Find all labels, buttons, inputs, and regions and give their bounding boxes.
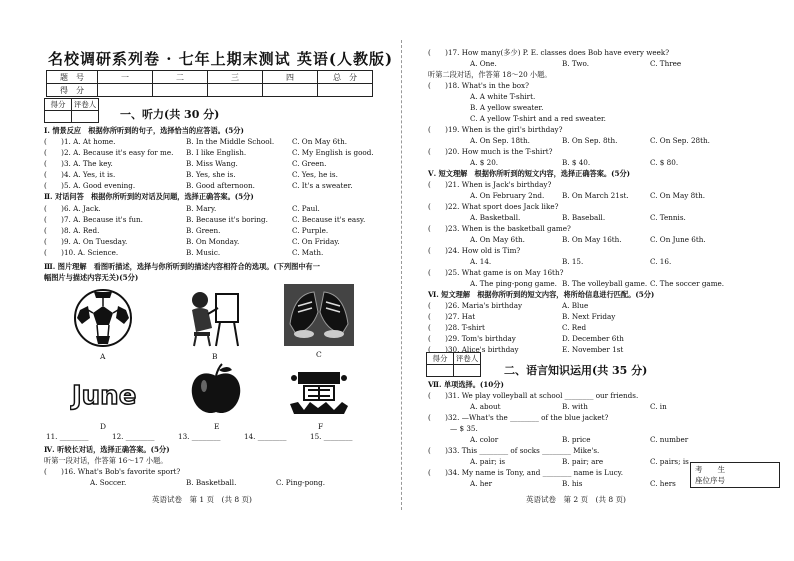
option-c: C. On June 6th.: [650, 235, 706, 244]
grader-name-cell[interactable]: [72, 111, 99, 123]
question-31: ( )31. We play volleyball at school ________ our friends.: [428, 391, 639, 400]
may-lettering-image: [284, 368, 354, 418]
option-a: A. her: [470, 479, 493, 488]
option-a: A. color: [470, 435, 499, 444]
option-c: C. The soccer game.: [650, 279, 725, 288]
question-16: ( )16. What's Bob's favorite sport?: [44, 467, 181, 476]
score-table-header: 三: [208, 71, 263, 84]
option-b: B. On March 21st.: [562, 191, 629, 200]
option-c: C. number: [650, 435, 689, 444]
q16-option-c: C. Ping-pong.: [276, 478, 326, 487]
seat-label-1: 考 生: [695, 465, 725, 474]
section3-title-cont: 幅图片与描述内容无关)(5分): [44, 273, 139, 282]
question-17: ( )17. How many(多少) P. E. classes does Bob have every week?: [428, 48, 670, 57]
section1-title: Ⅰ. 情景反应 根据你所听到的句子，选择恰当的应答语。(5分): [44, 126, 244, 135]
question-option-a: ( )7. A. Because it's fun.: [44, 215, 143, 224]
page-divider: [401, 40, 402, 510]
question-34: ( )34. My name is Tony, and ________ name is Lucy.: [428, 468, 623, 477]
score-cell[interactable]: [208, 84, 263, 97]
question-option-b: B. I like English.: [186, 148, 247, 157]
score-table-header: 题 号: [47, 71, 98, 84]
question-option-a: ( )8. A. Red.: [44, 226, 100, 235]
match-item: ( )26. Maria's birthday: [428, 301, 523, 310]
exam-title: 名校调研系列卷 · 七年上期末测试 英语(人教版): [48, 50, 394, 68]
grader-score-cell[interactable]: [427, 365, 454, 377]
question-20: ( )20. How much is the T-shirt?: [428, 147, 553, 156]
question-33: ( )33. This ________ of socks ________ Mike's.: [428, 446, 600, 455]
match-answer: D. December 6th: [562, 334, 624, 343]
footer-left: 英语试卷 第 1 页 (共 8 页): [152, 495, 252, 504]
june-image: [70, 374, 140, 414]
seat-label-2: 座位序号: [695, 476, 725, 485]
option-b: B. On Sep. 8th.: [562, 136, 618, 145]
match-answer: A. Blue: [562, 301, 589, 310]
option-b: B. Baseball.: [562, 213, 606, 222]
question-option-c: C. Because it's easy.: [292, 215, 366, 224]
question-23: ( )23. When is the basketball game?: [428, 224, 571, 233]
june-text: June: [72, 381, 137, 411]
question-option-a: ( )1. A. At home.: [44, 137, 116, 146]
option-c: C. $ 80.: [650, 158, 679, 167]
question-option-c: C. Math.: [292, 248, 324, 257]
option-c: C. Tennis.: [650, 213, 686, 222]
option-b: B. $ 40.: [562, 158, 591, 167]
section5-title: Ⅴ. 短文理解 根据你所听到的短文内容，选择正确答案。(5分): [428, 169, 631, 178]
option-a: A. pair; is: [470, 457, 506, 466]
section6-title: Ⅵ. 短文理解 根据你所听到的短文内容，将所给信息进行匹配。(5分): [428, 290, 655, 299]
question-option-a: ( )10. A. Science.: [44, 248, 119, 257]
score-row-label: 得 分: [47, 84, 98, 97]
picture-label-e: E: [214, 422, 220, 431]
option-b: B. A yellow sweater.: [470, 103, 544, 112]
answer-blank-11[interactable]: 11. ________: [46, 432, 89, 441]
question-option-b: B. On Monday.: [186, 237, 240, 246]
option-c: C. 16.: [650, 257, 672, 266]
question-22: ( )22. What sport does Jack like?: [428, 202, 559, 211]
grader-box-2: [426, 352, 481, 377]
match-item: ( )28. T-shirt: [428, 323, 485, 332]
question-18: ( )18. What's in the box?: [428, 81, 529, 90]
option-a: A. On May 6th.: [470, 235, 525, 244]
option-b: B. 15.: [562, 257, 584, 266]
grader-name-label: 评卷人: [454, 353, 481, 365]
footer-right: 英语试卷 第 2 页 (共 8 页): [526, 495, 626, 504]
question-25: ( )25. What game is on May 16th?: [428, 268, 564, 277]
option-c: C. pairs; is: [650, 457, 689, 466]
grader-score-cell[interactable]: [45, 111, 72, 123]
option-a: A. $ 20.: [470, 158, 499, 167]
match-answer: E. November 1st: [562, 345, 624, 354]
match-item: ( )30. Alice's birthday: [428, 345, 519, 354]
picture-label-d: D: [100, 422, 107, 431]
grader-score-label: 得分: [45, 99, 72, 111]
part2-title: 二、语言知识运用(共 35 分): [504, 364, 648, 377]
option-c: C. in: [650, 402, 667, 411]
match-answer: B. Next Friday: [562, 312, 616, 321]
score-table-header: 总 分: [318, 71, 373, 84]
question-option-c: C. It's a sweater.: [292, 181, 353, 190]
answer-blank-13[interactable]: 13. ________: [178, 432, 221, 441]
soccer-ball-image: [72, 288, 134, 348]
picture-label-c: C: [316, 350, 322, 359]
question-option-b: B. Miss Wang.: [186, 159, 238, 168]
option-c: C. A yellow T-shirt and a red sweater.: [470, 114, 606, 123]
question-option-a: ( )5. A. Good evening.: [44, 181, 136, 190]
question-option-c: C. On Friday.: [292, 237, 340, 246]
score-table-header: 四: [263, 71, 318, 84]
option-c: C. Three: [650, 59, 682, 68]
question-option-c: C. On May 6th.: [292, 137, 347, 146]
option-c: C. On May 8th.: [650, 191, 705, 200]
picture-label-f: F: [318, 422, 324, 431]
question-option-a: ( )9. A. On Tuesday.: [44, 237, 128, 246]
painter-image: [182, 288, 244, 348]
option-b: B. On May 16th.: [562, 235, 622, 244]
section4-sub1: 听第一段对话，作答第 16～17 小题。: [44, 456, 168, 465]
seat-number-box[interactable]: [690, 462, 780, 488]
question-option-b: B. Music.: [186, 248, 221, 257]
question-option-a: ( )4. A. Yes, it is.: [44, 170, 116, 179]
grader-score-label: 得分: [427, 353, 454, 365]
question-option-a: ( )3. A. The key.: [44, 159, 113, 168]
q16-option-b: B. Basketball.: [186, 478, 237, 487]
picture-label-a: A: [100, 352, 106, 361]
score-cell[interactable]: [318, 84, 373, 97]
option-a: A. 14.: [470, 257, 492, 266]
question-option-b: B. Yes, she is.: [186, 170, 236, 179]
picture-label-b: B: [212, 352, 218, 361]
question-option-b: B. Because it's boring.: [186, 215, 268, 224]
question-option-b: B. Mary.: [186, 204, 217, 213]
option-a: A. On Sep. 18th.: [470, 136, 530, 145]
part1-title: 一、听力(共 30 分): [120, 108, 220, 121]
match-item: ( )29. Tom's birthday: [428, 334, 516, 343]
question-32-answer: — $ 35.: [450, 424, 478, 433]
option-b: B. price: [562, 435, 591, 444]
option-c: C. hers: [650, 479, 676, 488]
question-option-a: ( )6. A. Jack.: [44, 204, 101, 213]
question-24: ( )24. How old is Tim?: [428, 246, 521, 255]
option-c: C. On Sep. 28th.: [650, 136, 710, 145]
section4-sub2: 听第二段对话，作答第 18～20 小题。: [428, 70, 552, 79]
section2-title: Ⅱ. 对话问答 根据你所听到的对话及问题，选择正确答案。(5分): [44, 192, 254, 201]
score-table: [46, 70, 373, 97]
question-option-c: C. Green.: [292, 159, 327, 168]
question-21: ( )21. When is Jack's birthday?: [428, 180, 552, 189]
section7-title: Ⅶ. 单项选择。(10分): [428, 380, 504, 389]
option-b: B. The volleyball game.: [562, 279, 648, 288]
grader-name-cell[interactable]: [454, 365, 481, 377]
question-option-c: C. Yes, he is.: [292, 170, 338, 179]
grader-name-label: 评卷人: [72, 99, 99, 111]
option-a: A. On February 2nd.: [470, 191, 545, 200]
apple-image: [188, 362, 244, 418]
option-b: B. his: [562, 479, 583, 488]
grader-box: [44, 98, 99, 123]
question-option-c: C. Purple.: [292, 226, 329, 235]
option-a: A. One.: [470, 59, 497, 68]
score-cell[interactable]: [263, 84, 318, 97]
score-cell[interactable]: [153, 84, 208, 97]
score-table-header: 二: [153, 71, 208, 84]
section4-title: Ⅳ. 听较长对话，选择正确答案。(5分): [44, 445, 170, 454]
question-option-c: C. My English is good.: [292, 148, 374, 157]
option-a: A. The ping-pong game.: [470, 279, 557, 288]
question-19: ( )19. When is the girl's birthday?: [428, 125, 563, 134]
option-a: A. A white T-shirt.: [470, 92, 536, 101]
option-a: A. Basketball.: [470, 213, 521, 222]
match-answer: C. Red: [562, 323, 587, 332]
option-b: B. Two.: [562, 59, 590, 68]
question-option-b: B. Good afternoon.: [186, 181, 255, 190]
q16-option-a: A. Soccer.: [90, 478, 127, 487]
option-b: B. pair; are: [562, 457, 604, 466]
question-option-a: ( )2. A. Because it's easy for me.: [44, 148, 174, 157]
option-a: A. about: [470, 402, 501, 411]
score-cell[interactable]: [98, 84, 153, 97]
question-option-b: B. In the Middle School.: [186, 137, 275, 146]
match-item: ( )27. Hat: [428, 312, 476, 321]
answer-blank-15[interactable]: 15. ________: [310, 432, 353, 441]
sneakers-image: [284, 284, 354, 346]
score-table-header: 一: [98, 71, 153, 84]
question-option-b: B. Green.: [186, 226, 221, 235]
answer-blank-14[interactable]: 14. ________: [244, 432, 287, 441]
question-option-c: C. Paul.: [292, 204, 320, 213]
answer-blank-12[interactable]: 12. ________: [112, 432, 155, 441]
section3-title: Ⅲ. 图片理解 看图听描述，选择与你所听到的描述内容相符合的选项。(下列图中有一: [44, 262, 320, 271]
option-b: B. with: [562, 402, 588, 411]
question-32: ( )32. —What's the ________ of the blue jacket?: [428, 413, 609, 422]
